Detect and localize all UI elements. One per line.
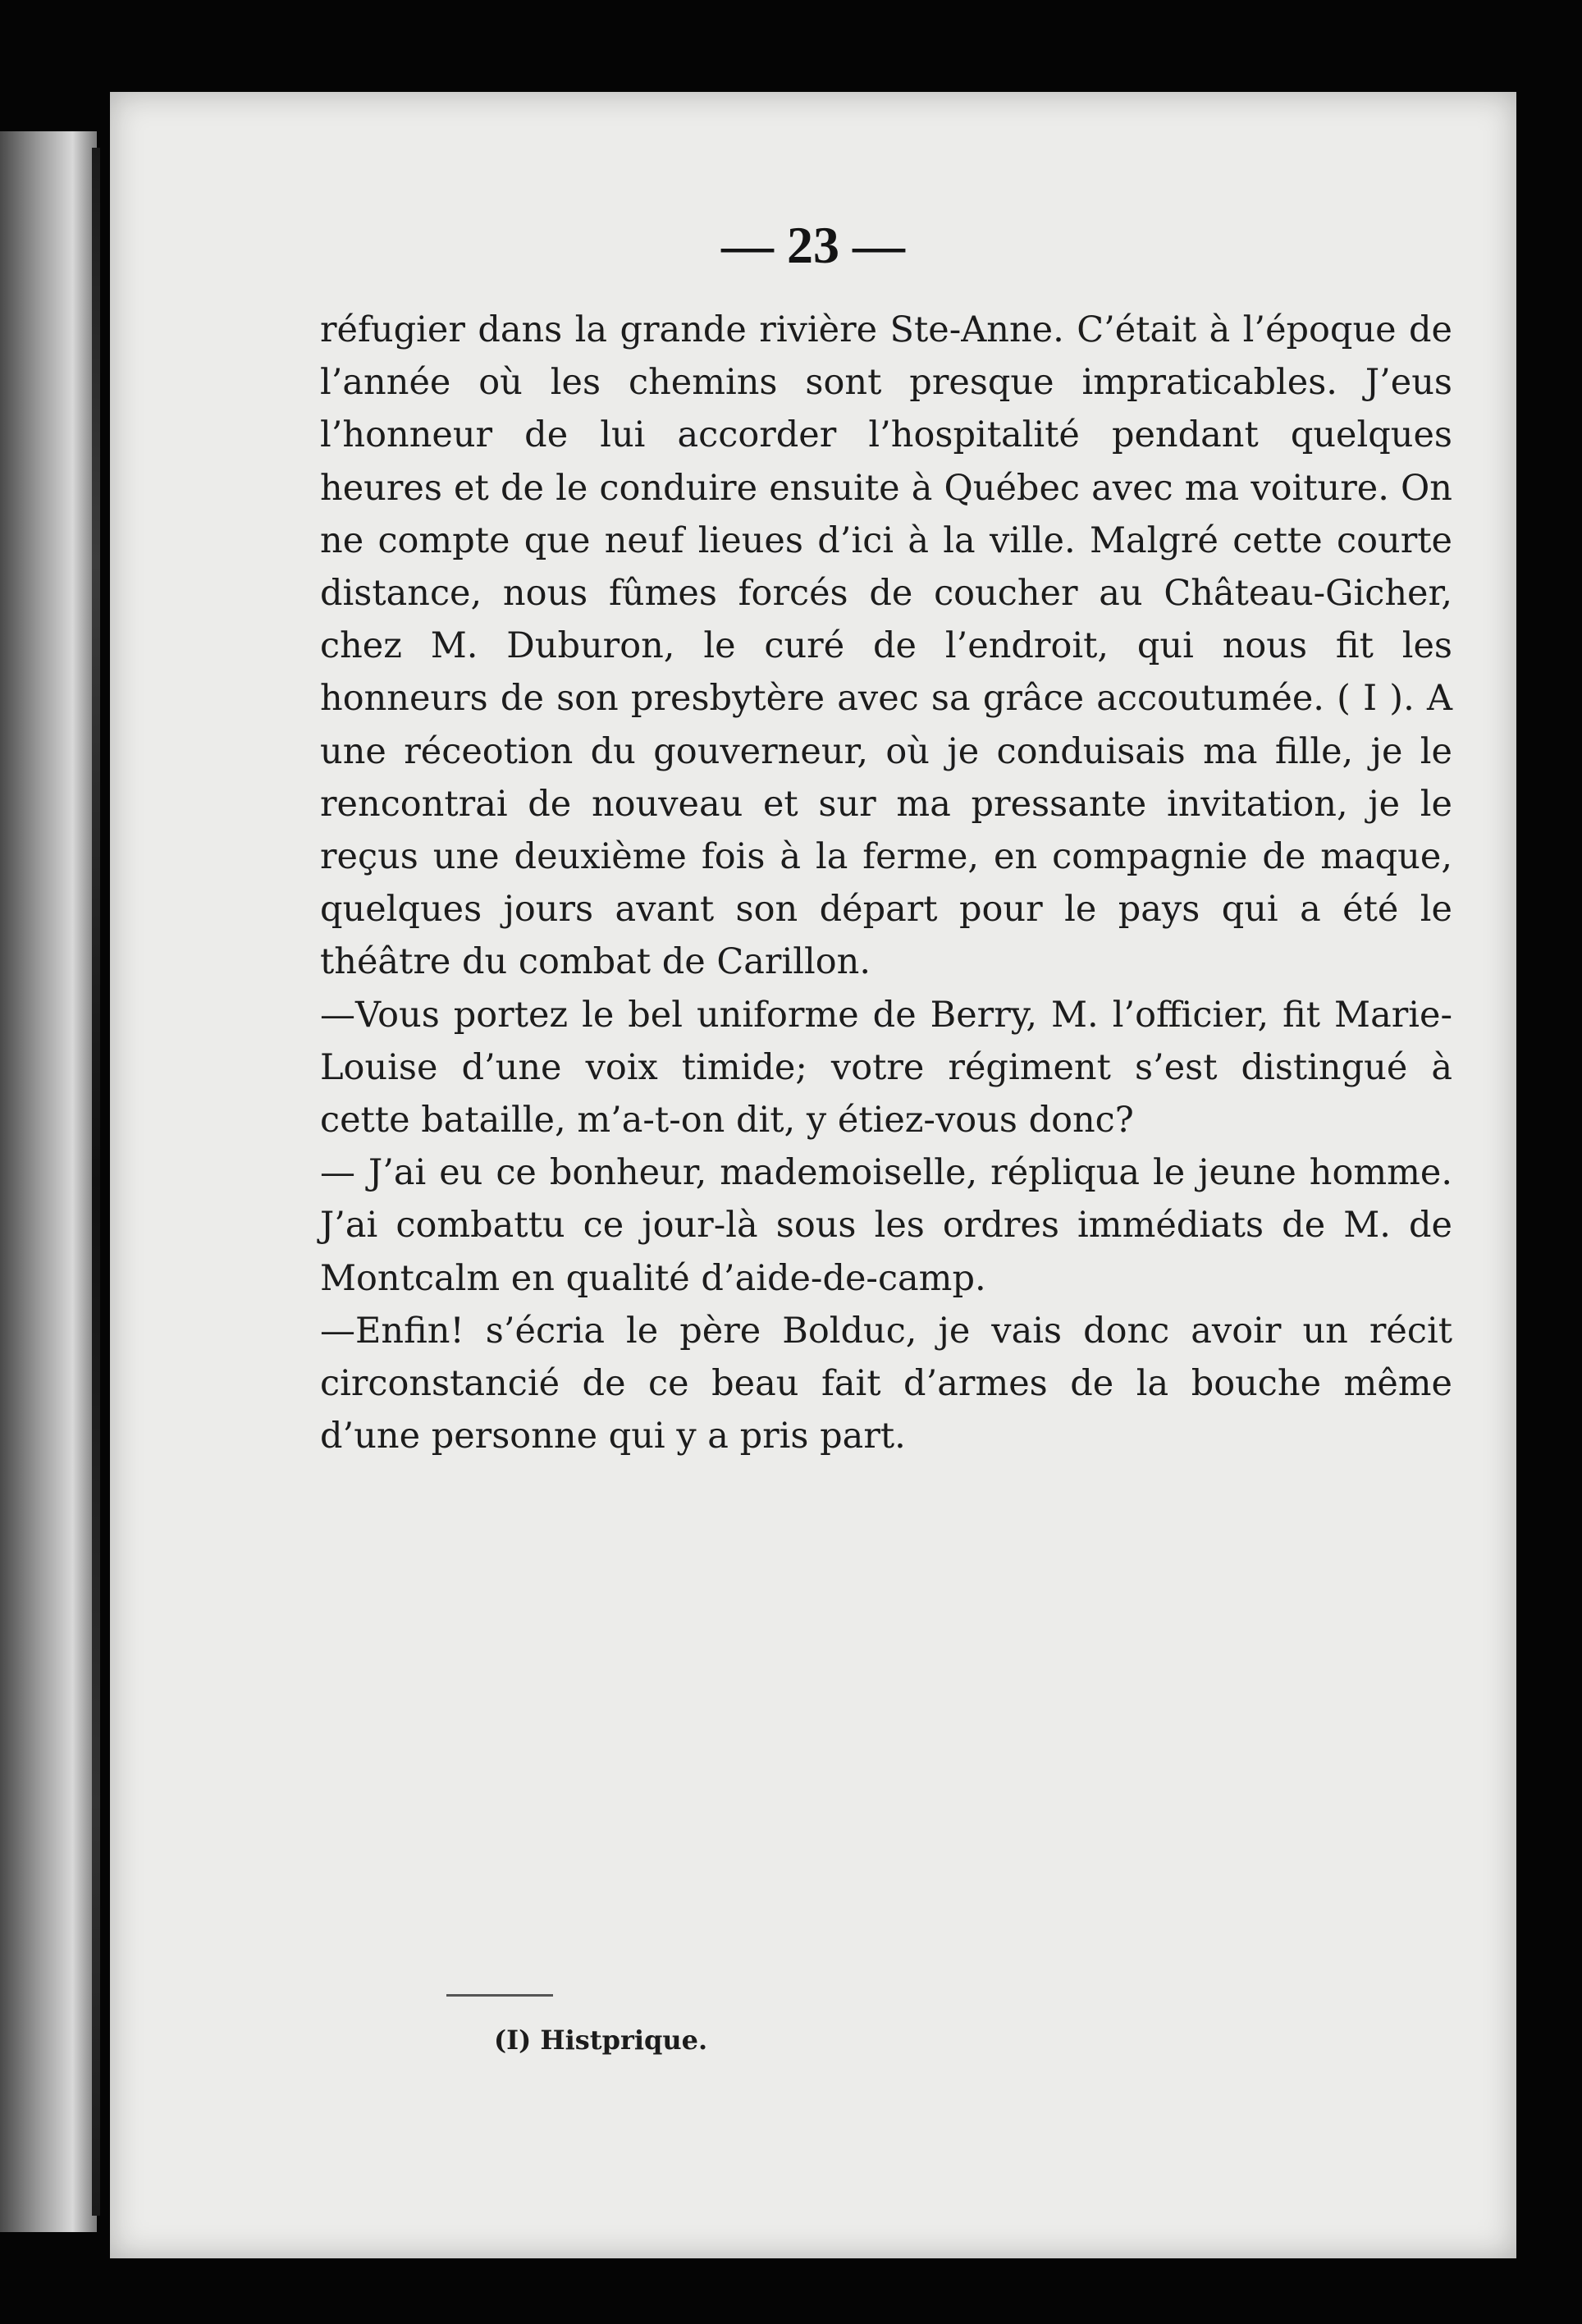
page-number: — 23 — — [721, 216, 905, 274]
book-page — [110, 92, 1516, 2258]
page-body — [320, 304, 1452, 1462]
paragraph-2: —Vous portez le bel uniforme de Berry, M. l’officier, fit Marie-Louise d’une voix timide; votre régiment s’est distingué à cette bataille, m’a-t-on dit, y étiez-vous donc? — [320, 994, 1452, 1141]
paragraph-3: — J’ai eu ce bonheur, mademoiselle, répliqua le jeune homme. J’ai combattu ce jour-là sous les ordres immédiats de M. de Montcalm en qualité d’aide-de-camp. — [320, 1152, 1452, 1299]
paragraph-1: réfugier dans la grande rivière Ste-Anne. C’était à l’époque de l’année où les chemins sont presque impraticables. J’eus l’honneur de lui accorder l’hospitalité pendant quelques heures et de le conduire ensuite à Québec avec ma voiture. On ne compte que neuf lieues d’ici à la ville. Malgré cette courte distance, nous fûmes forcés de coucher au Château-Gicher, chez M. Duburon, le curé de l’endroit, qui nous fit les honneurs de son presbytère avec sa grâce accoutumée. ( I ). A une réceotion du gouverneur, où je conduisais ma fille, je le rencontrai de nouveau et sur ma pressante invitation, je le reçus une deuxième fois à la ferme, en compagnie de maque, quelques jours avant son départ pour le pays qui a été le théâtre du combat de Carillon. — [320, 309, 1452, 983]
footnote-divider — [446, 1994, 553, 1997]
footnote: (I) Histprique. — [494, 2024, 708, 2056]
book-gutter — [92, 148, 100, 2216]
paragraph-4: —Enfin! s’écria le père Bolduc, je vais donc avoir un récit circonstancié de ce beau fait d’armes de la bouche même d’une personne qui y a pris part. — [320, 1310, 1452, 1457]
facing-page-edge — [0, 131, 97, 2232]
